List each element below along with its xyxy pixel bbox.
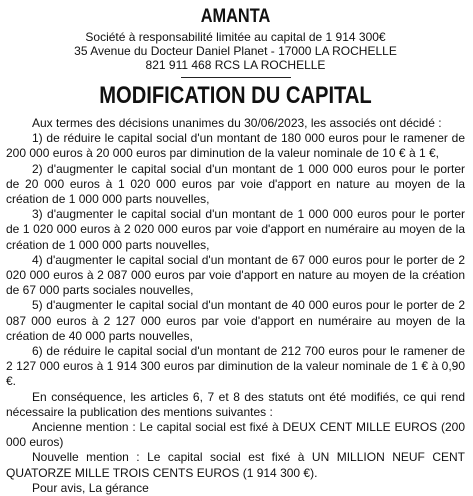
decision-4: 4) d'augmenter le capital social d'un montant de 67 000 euros pour le porter de 2 020 000 euros à 2 087 000 euros par voie d'apport en nature au moyen de la création de 67 000 parts sociales nouvelles, [6, 252, 465, 298]
company-address: 35 Avenue du Docteur Daniel Planet - 17000 LA ROCHELLE [74, 44, 397, 58]
decision-6: 6) de réduire le capital social d'un montant de 212 700 euros pour le ramener de 2 127 000 euros à 1 914 300 euros par diminution de la valeur nominale de 1 € à 0,90 €. [6, 344, 465, 389]
decision-3: 3) d'augmenter le capital social d'un montant de 1 000 000 euros pour le porter de 1 020 000 euros à 2 020 000 euros par voie d'apport en numéraire au moyen de la création de 1 000 000 parts nouvelles, [6, 207, 465, 252]
company-legal-form: Société à responsabilité limitée au capital de 1 914 300€ [85, 30, 386, 44]
notice-body [6, 116, 465, 496]
decision-5: 5) d'augmenter le capital social d'un montant de 40 000 euros pour le porter de 2 087 000 euros à 2 127 000 euros par voie d'apport en numéraire au moyen de la création de 40 000 parts nouvelles, [6, 298, 465, 343]
decision-2: 2) d'augmenter le capital social d'un montant de 1 000 000 euros pour le porter de 20 000 euros à 1 020 000 euros par voie d'apport en nature au moyen de la création de 1 000 000 parts nouvelles, [6, 161, 465, 207]
new-mention: Nouvelle mention : Le capital social est fixé à UN MILLION NEUF CENT QUATORZE MILLE TROIS CENTS EUROS (1 914 300 €). [6, 450, 465, 480]
signature-line: Pour avis, La gérance [32, 480, 149, 495]
company-name: AMANTA [200, 6, 271, 27]
former-mention: Ancienne mention : Le capital social est fixé à DEUX CENT MILLE EUROS (200 000 euros) [6, 420, 465, 450]
decision-1: 1) de réduire le capital social d'un montant de 180 000 euros pour le ramener de 200 000 euros à 20 000 euros par diminution de la valeur nominale de 10 € à 1 €, [6, 131, 465, 161]
company-registration: 821 911 468 RCS LA ROCHELLE [145, 58, 326, 72]
header-divider [181, 77, 291, 78]
notice-title: MODIFICATION DU CAPITAL [99, 82, 372, 109]
intro-paragraph: Aux termes des décisions unanimes du 30/06/2023, les associés ont décidé : [32, 116, 442, 130]
consequence-paragraph: En conséquence, les articles 6, 7 et 8 des statuts ont été modifiés, ce qui rend nécessaire la publication des mentions suivantes : [6, 389, 465, 419]
